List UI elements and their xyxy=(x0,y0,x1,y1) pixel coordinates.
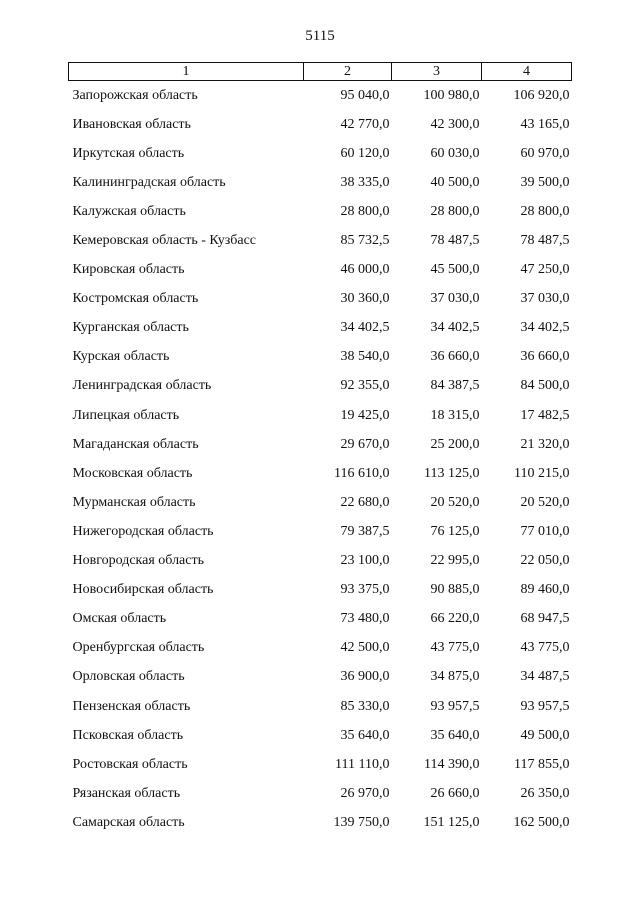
value-col-2: 116 610,0 xyxy=(334,465,390,481)
value-col-4: 37 030,0 xyxy=(520,291,570,307)
value-col-4: 21 320,0 xyxy=(520,436,570,452)
region-name: Самарская область xyxy=(72,814,185,830)
table-row xyxy=(69,721,572,750)
region-name: Пензенская область xyxy=(72,698,191,714)
value-col-2: 38 335,0 xyxy=(340,174,390,190)
value-col-3: 34 402,5 xyxy=(430,320,480,336)
value-col-4: 49 500,0 xyxy=(520,727,570,743)
column-header-4: 4 xyxy=(482,63,572,81)
region-name: Ростовская область xyxy=(72,756,188,772)
page-number: 5115 xyxy=(305,28,335,44)
region-name: Липецкая область xyxy=(72,407,180,423)
value-col-3: 37 030,0 xyxy=(430,291,480,307)
region-name: Псковская область xyxy=(72,727,184,743)
table-row xyxy=(69,285,572,314)
value-col-2: 60 120,0 xyxy=(340,145,390,161)
value-col-2: 111 110,0 xyxy=(335,756,390,772)
value-col-4: 93 957,5 xyxy=(520,698,570,714)
column-header-3: 3 xyxy=(392,63,482,81)
table-row xyxy=(69,372,572,401)
value-col-2: 95 040,0 xyxy=(340,87,390,103)
region-name: Кемеровская область - Кузбасс xyxy=(72,233,257,249)
value-col-4: 117 855,0 xyxy=(514,756,570,772)
value-col-3: 34 875,0 xyxy=(430,669,480,685)
table-row xyxy=(69,459,572,488)
value-col-3: 100 980,0 xyxy=(423,87,480,103)
value-col-2: 34 402,5 xyxy=(340,320,390,336)
value-col-3: 36 660,0 xyxy=(430,349,480,365)
region-name: Костромская область xyxy=(72,291,199,307)
value-col-4: 34 402,5 xyxy=(520,320,570,336)
table-row xyxy=(69,314,572,343)
value-col-4: 26 350,0 xyxy=(520,785,570,801)
value-col-3: 35 640,0 xyxy=(430,727,480,743)
value-col-3: 22 995,0 xyxy=(430,553,480,569)
table-body xyxy=(69,81,572,838)
value-col-4: 47 250,0 xyxy=(520,262,570,278)
value-col-2: 73 480,0 xyxy=(340,611,390,627)
value-col-2: 23 100,0 xyxy=(340,553,390,569)
column-header-1: 1 xyxy=(69,63,304,81)
region-name: Новгородская область xyxy=(72,553,204,569)
region-name: Ленинградская область xyxy=(72,378,212,394)
value-col-4: 36 660,0 xyxy=(520,349,570,365)
value-col-2: 42 770,0 xyxy=(340,116,390,132)
value-col-3: 45 500,0 xyxy=(430,262,480,278)
value-col-4: 20 520,0 xyxy=(520,494,570,510)
table-row xyxy=(69,808,572,837)
table-row xyxy=(69,256,572,285)
value-col-3: 76 125,0 xyxy=(430,523,480,539)
table-row xyxy=(69,139,572,168)
region-name: Рязанская область xyxy=(72,785,181,801)
value-col-4: 28 800,0 xyxy=(520,203,570,219)
header-row xyxy=(69,63,572,81)
value-col-3: 28 800,0 xyxy=(430,203,480,219)
value-col-2: 30 360,0 xyxy=(340,291,390,307)
value-col-4: 78 487,5 xyxy=(520,233,570,249)
table-row xyxy=(69,226,572,255)
region-name: Нижегородская область xyxy=(72,523,214,539)
region-name: Магаданская область xyxy=(72,436,199,452)
value-col-3: 20 520,0 xyxy=(430,494,480,510)
value-col-3: 25 200,0 xyxy=(430,436,480,452)
table-row xyxy=(69,430,572,459)
table-row xyxy=(69,110,572,139)
value-col-4: 43 775,0 xyxy=(520,640,570,656)
table-row xyxy=(69,547,572,576)
value-col-4: 84 500,0 xyxy=(520,378,570,394)
region-name: Омская область xyxy=(72,611,167,627)
value-col-2: 46 000,0 xyxy=(340,262,390,278)
value-col-2: 22 680,0 xyxy=(340,494,390,510)
value-col-2: 19 425,0 xyxy=(340,407,390,423)
region-name: Калужская область xyxy=(72,203,186,219)
region-name: Кировская область xyxy=(72,262,185,278)
table-row xyxy=(69,779,572,808)
table-row xyxy=(69,401,572,430)
value-col-2: 92 355,0 xyxy=(340,378,390,394)
value-col-2: 35 640,0 xyxy=(340,727,390,743)
value-col-4: 89 460,0 xyxy=(520,582,570,598)
value-col-4: 77 010,0 xyxy=(520,523,570,539)
value-col-2: 29 670,0 xyxy=(340,436,390,452)
table-row xyxy=(69,81,572,111)
value-col-2: 85 732,5 xyxy=(340,233,390,249)
value-col-3: 40 500,0 xyxy=(430,174,480,190)
value-col-4: 43 165,0 xyxy=(520,116,570,132)
value-col-4: 162 500,0 xyxy=(513,814,570,830)
value-col-4: 68 947,5 xyxy=(520,611,570,627)
table-row xyxy=(69,168,572,197)
value-col-4: 34 487,5 xyxy=(520,669,570,685)
data-table xyxy=(68,62,572,837)
value-col-2: 36 900,0 xyxy=(340,669,390,685)
value-col-3: 43 775,0 xyxy=(430,640,480,656)
value-col-4: 22 050,0 xyxy=(520,553,570,569)
value-col-2: 85 330,0 xyxy=(340,698,390,714)
value-col-3: 26 660,0 xyxy=(430,785,480,801)
region-name: Курская область xyxy=(72,349,170,365)
value-col-2: 139 750,0 xyxy=(333,814,390,830)
table-row xyxy=(69,488,572,517)
value-col-3: 93 957,5 xyxy=(430,698,480,714)
value-col-3: 113 125,0 xyxy=(424,465,480,481)
table-row xyxy=(69,576,572,605)
table-row xyxy=(69,692,572,721)
region-name: Ивановская область xyxy=(72,116,191,132)
value-col-3: 42 300,0 xyxy=(430,116,480,132)
value-col-2: 38 540,0 xyxy=(340,349,390,365)
value-col-3: 60 030,0 xyxy=(430,145,480,161)
value-col-4: 60 970,0 xyxy=(520,145,570,161)
region-name: Запорожская область xyxy=(72,87,198,103)
value-col-4: 39 500,0 xyxy=(520,174,570,190)
region-name: Новосибирская область xyxy=(72,582,214,598)
region-name: Мурманская область xyxy=(72,494,196,510)
value-col-3: 78 487,5 xyxy=(430,233,480,249)
table-row xyxy=(69,197,572,226)
region-name: Калининградская область xyxy=(72,174,226,190)
value-col-4: 110 215,0 xyxy=(514,465,570,481)
value-col-3: 151 125,0 xyxy=(423,814,480,830)
value-col-2: 79 387,5 xyxy=(340,523,390,539)
table-row xyxy=(69,343,572,372)
table-row xyxy=(69,517,572,546)
table-row xyxy=(69,750,572,779)
value-col-2: 26 970,0 xyxy=(340,785,390,801)
region-name: Курганская область xyxy=(72,320,189,336)
value-col-4: 106 920,0 xyxy=(513,87,570,103)
region-name: Московская область xyxy=(72,465,193,481)
table-header xyxy=(69,63,572,81)
table-row xyxy=(69,605,572,634)
column-header-2: 2 xyxy=(304,63,392,81)
value-col-3: 84 387,5 xyxy=(430,378,480,394)
region-name: Иркутская область xyxy=(72,145,185,161)
value-col-3: 90 885,0 xyxy=(430,582,480,598)
table-row xyxy=(69,634,572,663)
value-col-3: 18 315,0 xyxy=(430,407,480,423)
value-col-4: 17 482,5 xyxy=(520,407,570,423)
value-col-3: 114 390,0 xyxy=(424,756,480,772)
value-col-2: 42 500,0 xyxy=(340,640,390,656)
region-name: Орловская область xyxy=(72,669,185,685)
value-col-2: 28 800,0 xyxy=(340,203,390,219)
table-row xyxy=(69,663,572,692)
region-name: Оренбургская область xyxy=(72,640,205,656)
value-col-3: 66 220,0 xyxy=(430,611,480,627)
value-col-2: 93 375,0 xyxy=(340,582,390,598)
